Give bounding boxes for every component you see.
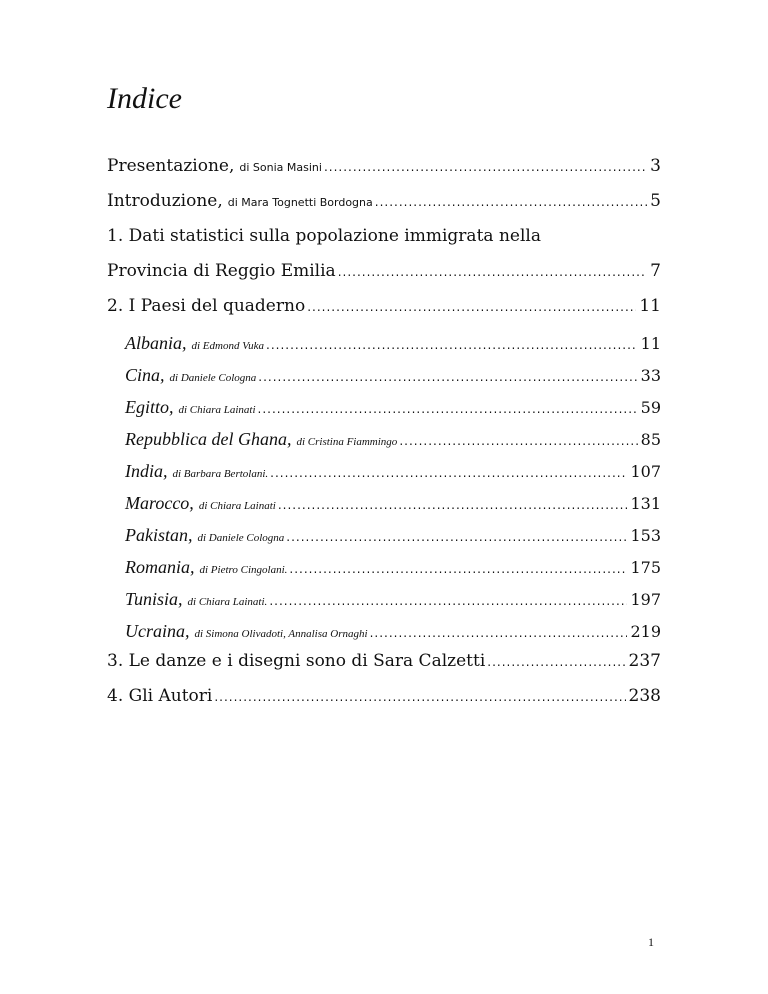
dot-leader: [338, 265, 647, 279]
toc-subentry-ucraina[interactable]: [107, 621, 661, 651]
dot-leader: [278, 498, 628, 512]
toc-subentry-romania[interactable]: [107, 557, 661, 587]
toc-subentry-label: Cina,: [125, 365, 165, 385]
dot-leader: [375, 195, 647, 209]
page-number: 1: [648, 935, 654, 949]
dot-leader: [324, 160, 647, 174]
dot-leader: [270, 466, 627, 480]
toc-entry-dati-statistici[interactable]: [107, 261, 661, 296]
toc-subentry-author: di Simona Olivadoti, Annalisa Ornaghi: [194, 628, 368, 640]
toc-subentry-egitto[interactable]: [107, 397, 661, 427]
toc-subentry-author: di Barbara Bertolani.: [172, 468, 269, 480]
toc-entry-dati-statistici-line1[interactable]: [107, 226, 661, 261]
toc-subentry-page: 85: [640, 430, 661, 449]
dot-leader: [258, 370, 637, 384]
dot-leader: [487, 655, 625, 669]
toc-entry-page: 5: [650, 191, 661, 211]
toc-subentry-author: di Edmond Vuka: [191, 340, 265, 352]
toc-subentry-label: Egitto,: [125, 397, 174, 417]
toc-entry-page: 3: [650, 156, 661, 176]
toc-entry-page: 238: [628, 686, 661, 706]
dot-leader: [307, 300, 636, 314]
dot-leader: [286, 530, 627, 544]
toc-subentry-page: 33: [640, 366, 661, 385]
toc-subentry-pakistan[interactable]: [107, 525, 661, 555]
toc-entry-label: Provincia di Reggio Emilia: [107, 261, 336, 281]
toc-subentry-author: di Cristina Fiammingo: [296, 436, 398, 448]
toc-entry-page: 237: [628, 651, 661, 671]
toc-subentry-page: 11: [640, 334, 661, 353]
dot-leader: [266, 338, 638, 352]
toc-entry-page: 7: [650, 261, 661, 281]
toc-subentry-page: 219: [630, 622, 661, 641]
toc-subentry-albania[interactable]: [107, 333, 661, 363]
toc-subentry-page: 175: [630, 558, 661, 577]
toc-entry-autori[interactable]: [107, 686, 661, 721]
toc-entry-presentazione[interactable]: [107, 156, 661, 191]
toc-subentry-label: Repubblica del Ghana,: [125, 429, 292, 449]
toc-subentry-india[interactable]: [107, 461, 661, 491]
dot-leader: [289, 562, 627, 576]
toc-subentry-label: Tunisia,: [125, 589, 183, 609]
toc-subentry-page: 107: [630, 462, 661, 481]
toc-entry-label: Presentazione,: [107, 156, 235, 176]
dot-leader: [214, 690, 625, 704]
toc-entry-paesi[interactable]: [107, 296, 661, 331]
toc-subentry-page: 153: [630, 526, 661, 545]
toc-entry-label: 4. Gli Autori: [107, 686, 213, 706]
page-title: Indice: [107, 82, 182, 115]
toc-entry-author: di Mara Tognetti Bordogna: [227, 196, 373, 209]
toc-subentry-ghana[interactable]: [107, 429, 661, 459]
toc-subentry-label: Marocco,: [125, 493, 194, 513]
table-of-contents: [107, 156, 661, 721]
dot-leader: [370, 626, 628, 640]
toc-subentry-label: Romania,: [125, 557, 195, 577]
toc-subentry-page: 197: [630, 590, 661, 609]
toc-entry-label: 1. Dati statistici sulla popolazione immigrata nella: [107, 226, 541, 246]
toc-entry-danze[interactable]: [107, 651, 661, 686]
dot-leader: [399, 434, 637, 448]
toc-entry-page: 11: [639, 296, 661, 316]
dot-leader: [269, 594, 627, 608]
toc-subentry-cina[interactable]: [107, 365, 661, 395]
toc-subentry-page: 59: [640, 398, 661, 417]
toc-subentry-author: di Chiara Lainati: [178, 404, 256, 416]
toc-entry-label: 3. Le danze e i disegni sono di Sara Calzetti: [107, 651, 486, 671]
toc-subentry-author: di Chiara Lainati.: [187, 596, 268, 608]
toc-subentry-author: di Chiara Lainati: [198, 500, 276, 512]
dot-leader: [258, 402, 638, 416]
toc-subentry-author: di Daniele Cologna: [169, 372, 257, 384]
toc-subentry-author: di Daniele Cologna: [197, 532, 285, 544]
toc-subentry-author: di Pietro Cingolani.: [199, 564, 288, 576]
toc-entry-introduzione[interactable]: [107, 191, 661, 226]
toc-subentry-label: Albania,: [125, 333, 187, 353]
toc-subentry-label: Pakistan,: [125, 525, 193, 545]
toc-subentry-label: Ucraina,: [125, 621, 190, 641]
toc-subentry-page: 131: [630, 494, 661, 513]
toc-entry-label: 2. I Paesi del quaderno: [107, 296, 306, 316]
toc-subentry-tunisia[interactable]: [107, 589, 661, 619]
toc-entry-label: Introduzione,: [107, 191, 223, 211]
toc-entry-author: di Sonia Masini: [239, 161, 322, 174]
toc-subentry-label: India,: [125, 461, 168, 481]
toc-subentry-marocco[interactable]: [107, 493, 661, 523]
